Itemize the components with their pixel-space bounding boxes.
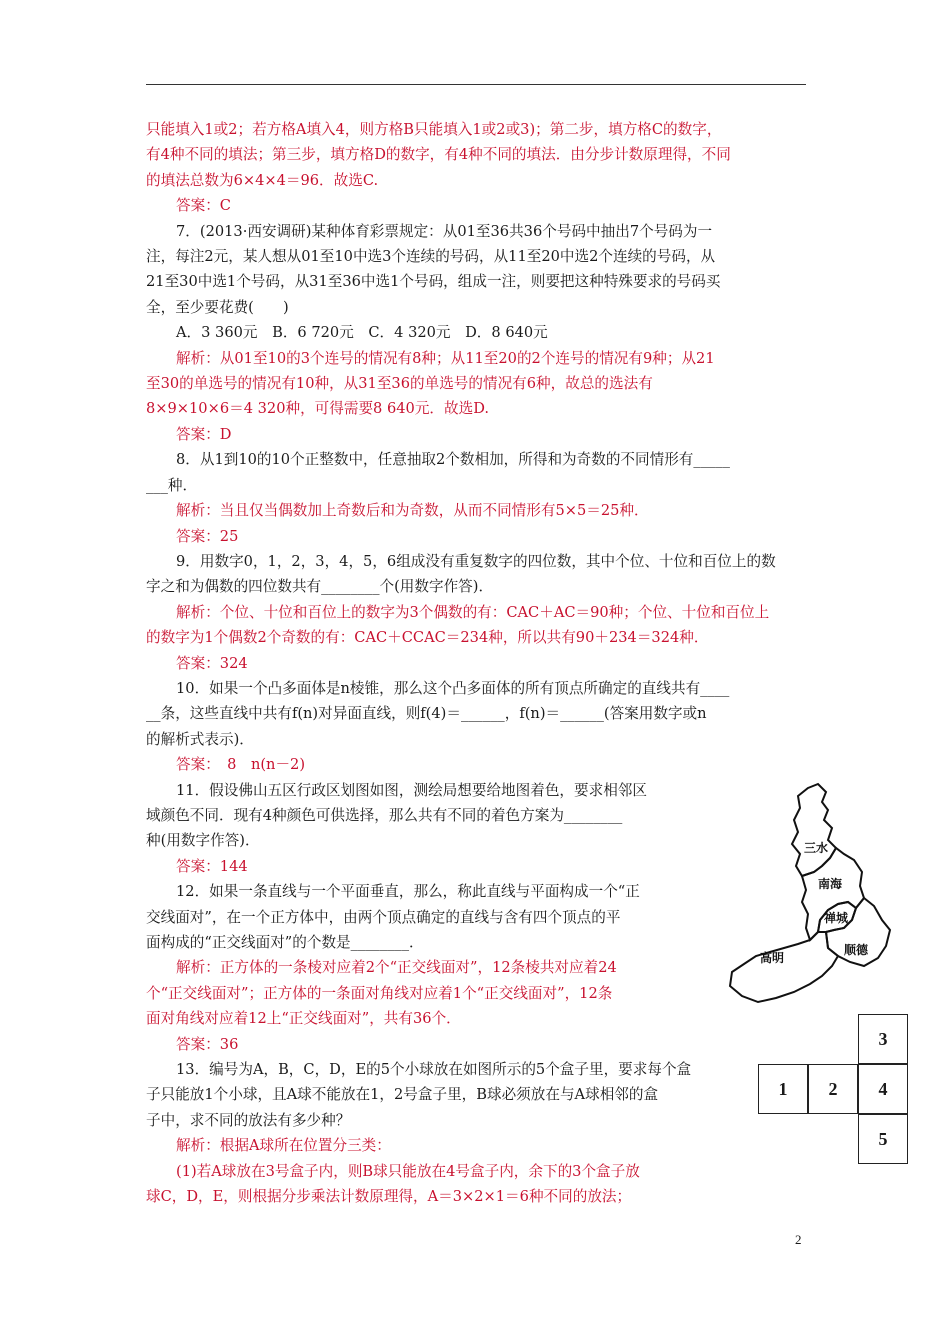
box-layout	[758, 1012, 910, 1167]
box-1: 1	[758, 1064, 808, 1114]
text-line: 答案：C	[176, 197, 231, 215]
text-line: 21至30中选1个号码，从31至36中选1个号码，组成一注，则要把这种特殊要求的号码买	[146, 273, 721, 291]
text-line: 子只能放1个小球，且A球不能放在1，2号盒子里，B球必须放在与A球相邻的盒	[146, 1086, 659, 1104]
text-line: 至30的单选号的情况有10种，从31至36的单选号的情况有6种，故总的选法有	[146, 375, 653, 393]
text-line: 的数字为1个偶数2个奇数的有：CAC＋CCAC＝234种，所以共有90＋234＝324种．	[146, 629, 709, 647]
text-line: 解析：个位、十位和百位上的数字为3个偶数的有：CAC＋AC＝90种；个位、十位和百位上	[176, 603, 770, 621]
box-3: 3	[858, 1014, 908, 1064]
text-line: 面构成的“正交线面对”的个数是________．	[146, 934, 424, 951]
text-line: 交线面对”，在一个正方体中，由两个顶点确定的直线与含有四个顶点的平	[146, 908, 621, 926]
text-line: ___种．	[146, 476, 198, 494]
text-line: 种(用数字作答)．	[146, 832, 260, 850]
text-line: 字之和为偶数的四位数共有________个(用数字作答)．	[146, 578, 494, 596]
text-line: 答案： 8 n(n－2)	[176, 756, 306, 774]
text-line: 解析：从01至10的3个连号的情况有8种；从11至20的2个连号的情况有9种；从21	[176, 349, 715, 367]
box-5: 5	[858, 1114, 908, 1164]
text-line: 注，每注2元，某人想从01至10中选3个连续的号码，从11至20中选2个连续的号码，从	[146, 248, 716, 266]
text-line: 只能填入1或2；若方格A填入4，则方格B只能填入1或2或3)；第二步，填方格C的数字，	[146, 121, 722, 138]
map-label-gaoming: 高明	[760, 951, 785, 965]
text-line: 答案：144	[176, 857, 248, 875]
text-line: 答案：25	[176, 527, 239, 545]
text-line: 的解析式表示)．	[146, 730, 254, 748]
map-label-sanshui: 三水	[804, 841, 829, 855]
text-line: 解析：根据A球所在位置分三类：	[176, 1137, 391, 1155]
map-region-sanshui	[792, 784, 836, 876]
text-line: 10．如果一个凸多面体是n棱锥，那么这个凸多面体的所有顶点所确定的直线共有____	[176, 679, 730, 697]
text-line: 子中，求不同的放法有多少种？	[146, 1111, 351, 1129]
text-line: 答案：324	[176, 654, 248, 672]
text-line: (1)若A球放在3号盒子内，则B球只能放在4号盒子内，余下的3个盒子放	[176, 1162, 640, 1180]
text-line: 8×9×10×6＝4 320种，可得需要8 640元．故选D.	[146, 400, 490, 418]
text-line: 全，至少要花费( )	[146, 298, 289, 316]
map-region-nanhai	[802, 848, 864, 940]
text-line: 有4种不同的填法；第三步，填方格D的数字，有4种不同的填法．由分步计数原理得，不同	[146, 146, 731, 164]
text-line: 的填法总数为6×4×4＝96．故选C.	[146, 171, 379, 189]
text-line: 答案：D	[176, 425, 232, 443]
map-label-nanhai: 南海	[818, 877, 843, 891]
page-number: 2	[795, 1232, 802, 1247]
box-2: 2	[808, 1064, 858, 1114]
box-4: 4	[858, 1064, 908, 1114]
text-line: 9．用数字0，1，2，3，4，5，6组成没有重复数字的四位数，其中个位、十位和百位上的数	[176, 552, 776, 570]
text-line: __条，这些直线中共有f(n)对异面直线，则f(4)＝______，f(n)＝______(答案用数字或n	[146, 705, 707, 723]
text-line: 面对角线对应着12上“正交线面对”，共有36个．	[146, 1010, 461, 1028]
foshan-district-map	[722, 780, 912, 1025]
text-line: A．3 360元 B．6 720元 C．4 320元 D．8 640元	[176, 324, 548, 342]
text-line: 球C，D，E，则根据分步乘法计数原理得，A＝3×2×1＝6种不同的放法；	[146, 1188, 632, 1206]
text-line: 7．(2013·西安调研)某种体育彩票规定：从01至36共36个号码中抽出7个号码为一	[176, 222, 713, 240]
text-line: 11．假设佛山五区行政区划图如图，测绘局想要给地图着色，要求相邻区	[176, 781, 647, 799]
text-line: 12．如果一条直线与一个平面垂直，那么，称此直线与平面构成一个“正	[176, 883, 640, 901]
text-line: 解析：当且仅当偶数加上奇数后和为奇数，从而不同情形有5×5＝25种．	[176, 502, 649, 520]
text-line: 解析：正方体的一条棱对应着2个“正交线面对”，12条棱共对应着24	[176, 959, 617, 977]
text-line: 域颜色不同．现有4种颜色可供选择，那么共有不同的着色方案为________	[146, 806, 623, 824]
map-label-shunde: 顺德	[844, 943, 869, 957]
problem-text	[146, 117, 806, 1209]
map-region-gaoming	[730, 932, 838, 1002]
text-line: 个“正交线面对”；正方体的一条面对角线对应着1个“正交线面对”，12条	[146, 984, 613, 1002]
text-line: 答案：36	[176, 1035, 239, 1053]
header-rule	[146, 84, 806, 85]
text-line: 13．编号为A，B，C，D，E的5个小球放在如图所示的5个盒子里，要求每个盒	[176, 1061, 692, 1079]
text-line: 8．从1到10的10个正整数中，任意抽取2个数相加，所得和为奇数的不同情形有_____	[176, 451, 730, 469]
map-label-chancheng: 禅城	[824, 911, 849, 925]
